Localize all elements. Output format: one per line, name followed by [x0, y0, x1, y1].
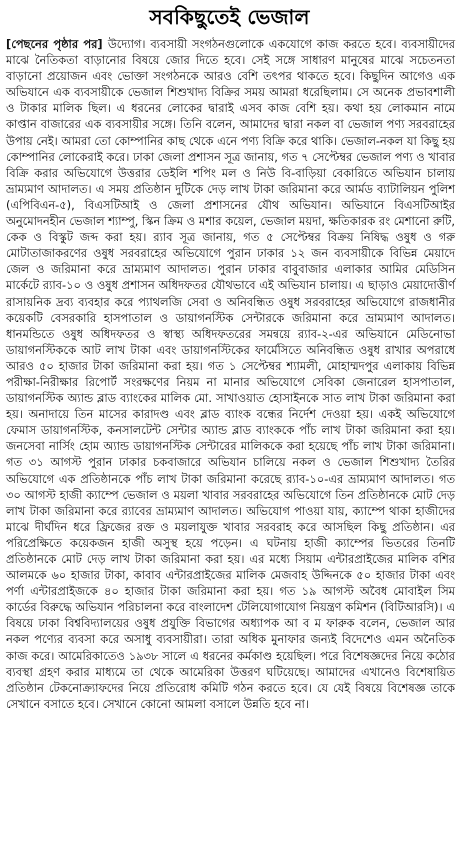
article-paragraph: উদ্যোগ। ব্যবসায়ী সংগঠনগুলোকে একযোগে কাজ করতে হবে। ব্যবসায়ীদের মাঝে নৈতিকতা বাড়ানোর বিষয়ে জোর দিতে হবে। সেই সঙ্গে সাধারণ মানুষের মাঝে সচেতনতা বাড়ানো প্রয়োজন এবং ভোক্তা সংগঠনকে আরও বেশি তৎপর থাকতে হবে। কিছুদিন আগেও এক অভিযানে এক ব্যবসায়ীকে ভেজাল শিশুখাদ্য বিক্রির সময় আমরা ধরেছিলাম। সে অনেক প্রভাবশালী ও টাকার মালিক ছিল। এ ধরনের লোকের দ্বারাই এসব কাজ বেশি হয়। কথা হয় লোকমান নামে কাপ্তান বাজারের এক ব্যবসায়ীর সঙ্গে। তিনি বলেন, আমাদের দ্বারা নকল বা ভেজাল পণ্য সরবরাহের উপায় নেই। আমরা তো কোম্পানির কাছ থেকে এনে পণ্য বিক্রি করে থাকি। ভেজাল-নকল যা কিছু হয় কোম্পানির লোকেরাই করে। ঢাকা জেলা প্রশাসন সূত্র জানায়, গত ৭ সেপ্টেম্বর ভেজাল পণ্য ও খাবার বিক্রি করার অভিযোগে উত্তরার ডেইলি শপিং মল ও নিউ বি-বাড়িয়া বেকারিতে অভিযান চালায় ভ্রাম্যমাণ আদালত। এ সময় প্রতিষ্ঠান দুটিকে দেড় লাখ টাকা জরিমানা করে আর্মড ব্যাটালিয়ন পুলিশ (এপিবিএন-৫), বিএসটিআই ও জেলা প্রশাসনের যৌথ অভিযান। অভিযানে বিএসটিআইর অনুমোদনহীন ভেজাল শ্যাম্পু, স্কিন ক্রিম ও মশার কয়েল, ভেজাল ময়দা, ক্ষতিকারক রং মেশানো রুটি, কেক ও বিস্কুট জব্দ করা হয়। র‌্যাব সূত্র জানায়, গত ৫ সেপ্টেম্বর বিক্রয় নিষিদ্ধ ওষুধ ও গরু মোটাতাজাকরণের ওষুধ সরবরাহের অভিযোগে পুরান ঢাকার ১২ জন ব্যবসায়ীকে বিভিন্ন মেয়াদে জেল ও জরিমানা করে ভ্রাম্যমাণ আদালত। পুরান ঢাকার বাবুবাজার এলাকার আমির মেডিসিন মার্কেটে র‌্যাব-১০ ও ওষুধ প্রশাসন অধিদফতর যৌথভাবে এই অভিযান চালায়। এ ছাড়াও মেয়াদোত্তীর্ণ রাসায়নিক দ্রব্য ব্যবহার করে প্যাথলজি সেবা ও অনিবন্ধিত ওষুধ সরবরাহের অভিযোগে রাজধানীর কয়েকটি বেসরকারি হাসপাতাল ও ডায়াগনস্টিক সেন্টারকে জরিমানা করে ভ্রাম্যমাণ আদালত। ধানমন্ডিতে ওষুধ অধিদফতর ও স্বাস্থ্য অধিদফতরের সমন্বয়ে র‌্যাব-২-এর অভিযানে মেডিনোভা ডায়াগনস্টিককে আট লাখ টাকা এবং ডায়াগনস্টিকের ফার্মেসিতে অনিবন্ধিত ওষুধ রাখার অপরাধে আরও ৫০ হাজার টাকা জরিমানা করা হয়। গত ১ সেপ্টেম্বর শ্যামলী, মোহাম্মদপুর এলাকায় বিভিন্ন পরীক্ষা-নিরীক্ষার রিপোর্ট সংরক্ষণের নিয়ম না মানার অভিযোগে সেবিকা জেনারেল হাসপাতাল, ডায়াগনস্টিক অ্যান্ড ব্লাড ব্যাংকের মালিক মো. সাখাওয়াত হোসাইনকে সাত লাখ টাকা জরিমানা করা হয়। অনাদায়ে তিন মাসের কারাদণ্ড এবং ব্লাড ব্যাংক বন্ধের নির্দেশ দেওয়া হয়। একই অভিযোগে ফেমাস ডায়াগনস্টিক, কনসালটেন্ট সেন্টার অ্যান্ড ব্লাড ব্যাংককে পাঁচ লাখ টাকা জরিমানা করা হয়। জনসেবা নার্সিং হোম অ্যান্ড ডায়াগনস্টিক সেন্টারের মালিককে করা হয়েছে পাঁচ লাখ টাকা জরিমানা। গত ৩১ আগস্ট পুরান ঢাকার চকবাজারে অভিযান চালিয়ে নকল ও ভেজাল শিশুখাদ্য তৈরির অভিযোগে এক প্রতিষ্ঠানকে পাঁচ লাখ টাকা জরিমানা করেছে র‌্যাব-১০-এর ভ্রাম্যমাণ আদালত। গত ৩০ আগস্ট হাজী ক্যাম্পে ভেজাল ও ময়লা খাবার সরবরাহের অভিযোগে তিন প্রতিষ্ঠানকে মোট দেড় লাখ টাকা জরিমানা করে র‌্যাবের ভ্রাম্যমাণ আদালত। অভিযোগ পাওয়া যায়, ক্যাম্পে থাকা হাজীদের মাঝে দীর্ঘদিন ধরে ফ্রিজের রক্ত ও ময়লাযুক্ত খাবার সরবরাহ করে আসছিল কিছু প্রতিষ্ঠান। এর পরিপ্রেক্ষিতে কয়েকজন হাজী অসুস্থ হয়ে পড়েন। এ ঘটনায় হাজী ক্যাম্পের ভিতরের তিনটি প্রতিষ্ঠানকে মোট দেড় লাখ টাকা জরিমানা করা হয়। এর মধ্যে সিয়াম এন্টারপ্রাইজের মালিক বশির আলমকে ৬০ হাজার টাকা, কাবাব এন্টারপ্রাইজের মালিক মেজবাহ উদ্দিনকে ৫০ হাজার টাকা এবং পর্ণা এন্টারপ্রাইজকে ৪০ হাজার টাকা জরিমানা করা হয়। গত ১৯ আগস্ট অবৈধ মোবাইল সিম কার্ডের বিরুদ্ধে অভিযান পরিচালনা করে বাংলাদেশ টেলিযোগাযোগ নিয়ন্ত্রণ কমিশন (বিটিআরসি)। এ বিষয়ে ঢাকা বিশ্ববিদ্যালয়ের ওষুধ প্রযুক্তি বিভাগের অধ্যাপক আ ব ম ফারুক বলেন, ভেজাল আর নকল পণ্যের ব্যবসা করে অসাধু ব্যবসায়ীরা। তারা অধিক মুনাফার জন্যই বিদেশেও এমন অনৈতিক কাজ করে। আমেরিকাতেও ১৯৩৮ সালে এ ধরনের কর্মকাণ্ড হয়েছিল। পরে বিশেষজ্ঞদের নিয়ে কঠোর ব্যবস্থা গ্রহণ করার মাধ্যমে তা থেকে আমেরিকা উত্তরণ ঘটিয়েছে। আমাদের এখানেও বিশেষায়িত প্রতিষ্ঠান টেকনোক্র্যাফদের নিয়ে প্রতিরোধ কমিটি গঠন করতে হবে। যে যেই বিষয়ে বিশেষজ্ঞ তাকে সেখানে বসাতে হবে। সেখানে কোনো আমলা বসালে উন্নতি হবে না। [6, 37, 455, 711]
article-body [0, 34, 459, 712]
article-headline: সবকিছুতেই ভেজাল [149, 5, 310, 29]
continued-from-label: [পেছনের পৃষ্ঠার পর] [6, 37, 108, 51]
